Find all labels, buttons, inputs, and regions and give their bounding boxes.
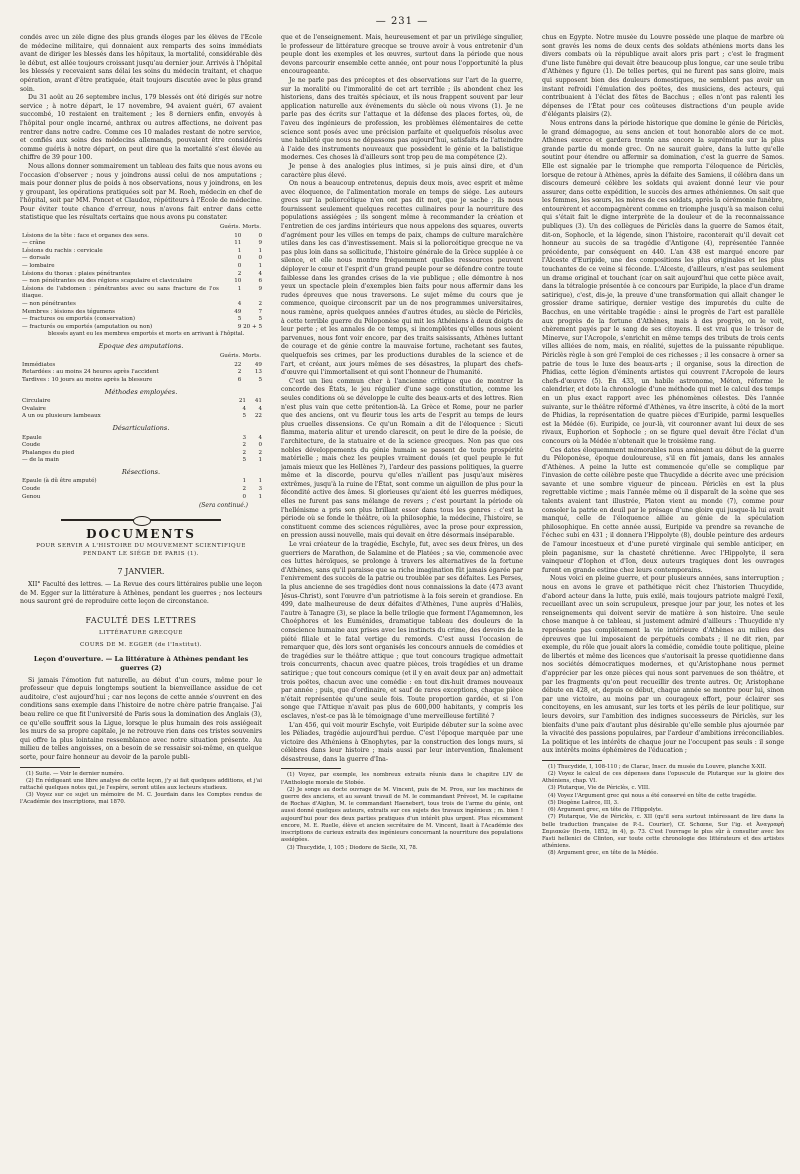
table-row xyxy=(20,435,262,443)
lecture-title: Leçon d'ouverture. — La littérature à Athènes pendant les guerres (2) xyxy=(33,655,249,673)
paragraph: Du 31 août au 26 septembre inclus, 179 blessés ont été dirigés sur notre service ; à notre départ, le 17 novembre, 94 avaient guéri, 67 avaient succombé, 10 restaient en traitement ; les 8 derniers enfin, envoyés à l'hôpital pour ongle incarné, anthrax ou autres affections, ne doivent pas rentrer dans notre cadre. Comme ces 10 malades restant de notre service, et confiés aux soins des médecins allemands, pouvaient être considérés comme guéris à notre départ, on peut dire que la mortalité s'est élevée au chiffre de 39 pour 100. xyxy=(20,94,262,162)
row-label: Retardées : au moins 24 heures après l'accident xyxy=(22,369,159,376)
course-teacher: COURS DE M. EGGER (de l'Institut). xyxy=(79,642,203,649)
footnote-rule xyxy=(542,760,602,761)
footnote: (2) Voyez le calcul de ces dépenses dans l'opuscule de Plutarque sur la gloire des Athéniens, chap. VI. xyxy=(542,771,784,785)
value-gueris: 5 xyxy=(237,316,242,323)
col-header-gueris: Guéris. xyxy=(219,224,241,231)
table-lesions xyxy=(20,223,262,331)
table-row xyxy=(20,286,262,301)
paragraph: L'an 456, qui voit mourir Eschyle, voit Euripide débuter sur la scène avec les Péliades, tragédie aujourd'hui perdue. C'est l'époque marquée par une victoire des Athéniens à Œnophytes, par la construction des longs murs, si célèbres dans leur histoire ; mais aussi par leur intervention, finalement désastreuse, dans la guerre d'Ina- xyxy=(281,721,523,763)
row-label: — non pénétrantes ou des régions scapulaire et claviculaire xyxy=(22,278,193,285)
paragraph: Je ne parle pas des préceptes et des observations sur l'art de la guerre, sur la moralité ou l'immoralité de cet art terrible ; ils abondent chez les historiens, dans des traités spéciaux, et ils nous frappent souvent par leur application naturelle aux événements du siècle où nous vivons (1). Je ne parle pas des écrits sur l'attaque et la défense des places fortes, où, de l'aveu des ingénieurs de profession, les problèmes élémentaires de cette science sont posés avec une précision parfaite et quelquefois résolus avec une habileté que nous ne dépassons pas aujourd'hui, satisfaits de l'atteindre à l'aide des instruments nouveaux que possèdent le génie et la balistique modernes. Ces choses là d'ailleurs sont trop peu de ma compétence (2). xyxy=(281,76,523,162)
table-row xyxy=(20,377,262,385)
value-morts: 4 xyxy=(258,270,262,277)
row-label: Lésions du thorax : plaies pénétrantes xyxy=(22,270,131,277)
table-row xyxy=(20,478,262,486)
paragraph: Si jamais l'émotion fut naturelle, au début d'un cours, même pour le professeur que depuis longtemps soutient la bienveillance assidue de cet auditoire, c'est aujourd'hui ; car nos leçons de cette année s'ouvrent en des conditions sans exemple dans l'histoire de notre chère patrie française. J'ai beau relire ce que fit l'université de Paris sous la domination des Anglais (3), ce qu'elle souffrit sous la Ligue, lorsque le plus humain des rois assiégeait les murs de sa propre capitale, je ne retrouve rien dans ces tristes souvenirs qui offre la plus lointaine ressemblance avec notre situation présente. Au milieu de telles angoisses, on a besoin de se ressaisir soi-même, en quelque sorte, pour faire honneur au devoir de la parole publi- xyxy=(20,676,262,761)
row-label: — non pénétrantes xyxy=(22,301,76,307)
value-gueris: 2 xyxy=(242,449,246,456)
table-row xyxy=(20,240,262,248)
column-1 xyxy=(20,34,262,1174)
table-note: blessés ayant eu les membres emportés et morts en arrivant à l'hôpital. xyxy=(48,331,245,338)
paragraph: Je pense à des analogies plus intimes, si je puis ainsi dire, et d'un caractère plus élevé. xyxy=(281,162,523,179)
footnotes xyxy=(542,764,784,858)
paragraph: On nous a beaucoup entretenus, depuis deux mois, avec esprit et même avec éloquence, de l'alimentation morale en temps de siége. Les auteurs grecs sur la poliorcétique n'en ont pas dit mot, que je sache ; ils nous fournissent seulement quelques recettes culinaires pour la nourriture des populations assiégées ; ils songent même à recommander la création et l'entretien de ces jardins intérieurs que nous appelons des squares, ouverts d'agrément pour les villes en temps de paix, champs de culture maraîchère utiles dans les cas d'investissement. Mais si la poliorcétique grecque ne va pas plus loin dans sa sollicitude, l'histoire générale de la Grèce supplée à ce silence, et elle nous montre fréquemment quelles ressources peuvent déployer le cœur et l'esprit d'un grand peuple pour se défendre contre toute faiblesse dans les grandes crises de la vie publique ; elle démontre à nos yeux un spectacle plein d'exemples bien faits pour nous affermir dans les rudes épreuves que nous traversons. Le sujet même du cours que je commence, quoique circonscrit par un de nos programmes universitaires, nous ramène, après quelques années d'autres études, au siècle de Périclès, à cette terrible guerre du Péloponèse qui mit les Athéniens à deux doigts de leur perte ; et les annales de ce temps, si incomplètes qu'elles nous soient parvenues, nous font voir encore, par des traits saisissants, Athènes luttant de courage et de génie contre la mauvaise fortune, rachetant ses fautes, quelquefois ses crimes, par les productions durables de la science et de l'art, et créant, aux jours mêmes de ses désastres, la plupart des chefs-d'œuvre qui l'immortalisent et qui sont l'honneur de l'humanité. xyxy=(281,180,523,377)
table-row xyxy=(20,233,262,241)
table-row xyxy=(20,457,262,465)
paragraph: Ces dates éloquemment mémorables nous amènent au début de la guerre du Péloponèse, époque douloureuse, s'il en fût jamais, dans les annales d'Athènes. A peine la lutte est commencée qu'elle se complique par l'invasion de cette célèbre peste que Thucydide a décrite avec une précision savante et une sombre vigueur de pinceau. Périclès en est la plus regrettable victime ; mais l'année même où il disparaît de la scène que ses talents avaient tant illustrée, Platon vient au monde (7), comme pour consoler la patrie en deuil par le présage d'une gloire qui jusque-là lui avait manqué, celle de l'éloquence alliée au génie de la spéculation philosophique. En cette année aussi, Euripide va prendre sa revanche de l'échec subi en 431 ; il donnera l'Hippolyte (8), double peinture des ardeurs de l'amour incestueux et d'une pureté virginale qui semble anticiper, en plein paganisme, sur la chasteté chrétienne. Avec l'Hippolyte, il sera vainqueur d'Iophon et d'Ion, deux auteurs tragiques dont les ouvrages furent en grande estime chez leurs contemporains. xyxy=(542,446,784,574)
table-row xyxy=(20,255,262,263)
row-label: A un ou plusieurs lambeaux xyxy=(22,413,101,420)
paragraph: Nous voici en pleine guerre, et pour plusieurs années, sans interruption ; nous en avons le grave et pathétique récit chez l'historien Thucydide, d'abord acteur dans la lutte, puis exilé, mais toujours patriote malgré l'exil, recueillant avec un soin scrupuleux, presque jour par jour, les notes et les renseignements qui doivent servir de matière à son histoire. Une seule chose manque à ce tableau, si justement admiré d'ailleurs : Thucydide n'y représente pas complètement la vie intérieure d'Athènes au milieu des épreuves que lui imposaient de perpétuels combats ; il ne dit rien, par exemple, du rôle que jouait alors la comédie, comédie toute politique, pleine de libertés et même des licences que s'autorisait la presse quotidienne dans nos sociétés démocratiques modernes, et qu'Aristophane nous permet d'apprécier par les onze pièces qui nous sont parvenues de son théâtre, et par les fragments qu'on peut recueillir des trente autres. Or, Aristophane débute en 428, et, depuis ce début, chaque année se montre pour lui, sinon par une victoire, au moins par un courageux effort, pour éclairer ses concitoyens, en les amusant, sur les torts et les périls de leur politique, sur leurs devoirs, sur l'ambition des indignes successeurs de Périclès, sur les bienfaits d'une paix d'autant plus désirable qu'elle semble plus ajournée par la vivacité des passions populaires, par l'ardeur d'ambitions irréconciliables. La politique et les intérêts de chaque jour ne l'occupent pas seuls : il songe aux intérêts moins éphémères de l'éducation ; xyxy=(542,575,784,755)
value-gueris: 11 xyxy=(234,240,242,247)
value-morts: 5 xyxy=(258,316,262,323)
value-morts: 20 + 5 xyxy=(243,323,262,330)
row-label: Lésions de l'abdomen : pénétrantes avec ou sans fracture de l'os iliaque. xyxy=(22,285,219,300)
footnote: (3) Plutarque, Vie de Périclès, c. VIII. xyxy=(548,785,650,792)
value-morts: 1 xyxy=(258,478,262,485)
value-morts: 49 xyxy=(254,361,262,368)
row-label: Coude xyxy=(22,442,41,449)
faculty-heading: FACULTÉ DES LETTRES xyxy=(85,615,197,625)
table-resections xyxy=(20,478,262,501)
row-label: Ovalaire xyxy=(22,405,46,412)
table-desarticulations xyxy=(20,435,262,465)
value-gueris: 3 xyxy=(242,434,246,441)
table-row xyxy=(20,248,262,256)
value-morts: 3 xyxy=(258,486,262,493)
table-row xyxy=(20,450,262,458)
value-morts: 4 xyxy=(258,405,262,412)
table-row xyxy=(20,406,262,414)
column-3 xyxy=(542,34,784,1174)
course-subject: LITTÉRATURE GRECQUE xyxy=(99,630,183,637)
value-gueris: 5 xyxy=(242,457,246,464)
columns xyxy=(20,34,784,1174)
table-methodes xyxy=(20,398,262,421)
value-morts: 4 xyxy=(258,434,262,441)
value-gueris: 2 xyxy=(237,270,242,277)
value-gueris: 1 xyxy=(237,285,242,292)
value-morts: 2 xyxy=(258,301,262,307)
value-morts: 2 xyxy=(258,449,262,456)
paragraph: Nous allons donner sommairement un tableau des faits que nous avons eu l'occasion d'observer ; nous y joindrons aussi celui de nos amputations ; mais pour donner plus de poids à nos observations, nous y joindrons, en les y groupant, les opérations pratiquées soit par M. Roeh, médecin en chef de l'hôpital, soit par MM. Poncet et Claudoz, répétiteurs à l'École de médecine. Pour éviter toute chance d'erreur, nous n'avons fait entrer dans cette statistique que les résultats certains que nous avons pu constater. xyxy=(20,162,262,222)
value-morts: 9 xyxy=(258,285,262,292)
value-gueris: 0 xyxy=(237,263,242,270)
table-row xyxy=(20,413,262,421)
value-morts: 5 xyxy=(258,376,262,383)
footnote: (1) Suite. — Voir le dernier numéro. xyxy=(26,770,124,777)
page-header xyxy=(20,14,784,34)
ornament-divider xyxy=(20,515,262,525)
value-morts: 13 xyxy=(254,369,262,376)
value-morts: 41 xyxy=(254,398,262,405)
value-morts: 6 xyxy=(258,278,262,285)
value-gueris: 6 xyxy=(237,376,242,383)
value-gueris: 4 xyxy=(237,301,242,307)
row-label: Tardives : 10 jours au moins après la blessure xyxy=(22,376,153,383)
row-label: Genou xyxy=(22,493,41,500)
row-label: Lésions du rachis : cervicale xyxy=(22,247,103,254)
footnotes xyxy=(20,771,262,807)
value-gueris: 9 xyxy=(237,323,242,330)
table-caption: Epoque des amputations. xyxy=(98,341,184,350)
footnote: (1) Thucydide, I, 108-110 ; de Clarac, Inscr. du musée du Louvre, planche X-XII. xyxy=(548,763,767,770)
table-row xyxy=(20,442,262,450)
paragraph: Le vrai créateur de la tragédie, Eschyle, fut, avec ses deux frères, un des guerriers de Marathon, de Salamine et de Platées ; sa vie, commencée avec ces luttes héroïques, se prolonge à travers les alternatives de la fortune d'Athènes, sans qu'il paraisse que sa riche imagination fût jamais égarée par l'enivrement des succès de la patrie ou troublée par ses défaites. Les Perses, la plus ancienne de ses tragédies dont nous connaissions la date (473 avant Jésus-Christ), sont l'œuvre d'un patriotisme à la fois serein et grandiose. En 499, date malheureuse de deux défaites d'Athènes, l'une auprès d'Haliès, l'autre à Tanagre (3), se place la belle trilogie que forment l'Agamemnon, les Choéphores et les Euménides, dramatique tableau des douleurs de la conscience humaine aux prises avec les instincts du crime, des devoirs de la piété filiale et le fatal vertige du remords. C'est aussi l'occasion de remarquer que, dès lors sont organisés les concours annuels de comédies et de tragédies sur le théâtre attique ; que tout concours tragique admettait trois concurrents, chacun avec quatre pièces, trois tragédies et un drame satirique ; que tout concours comique (et il y en avait deux par an) admettait trois poëtes, chacun avec une comédie : en tout dix-huit drames nouveaux par année ; puis, que d'ordinaire, et sauf de rares exceptions, chaque pièce n'était représentée qu'une seule fois. Toute proportion gardée, et si l'on songe que l'Attique n'avait pas plus de 600,000 habitants, y compris les esclaves, n'est-ce pas là le témoignage d'une merveilleuse fertilité ? xyxy=(281,541,523,720)
value-gueris: 4 xyxy=(242,405,246,412)
paragraph: C'est un lieu commun cher à l'ancienne critique que de montrer la concorde des États, le jeu régulier d'une sage constitution, comme les seules conditions où se développe le culte des beaux-arts et des lettres. Rien n'est plus vain que cette prétention-là. La Grèce et Rome, pour ne parler que des anciens, ont vu fleurir tous les arts de l'esprit au temps de leurs plus cruelles dissensions. Ce qu'un Romain a dit de l'éloquence : Sicuti flamma, materia alitur et urendo clarescit, on peut le dire de la poésie, de l'architecture, de la statuaire et de la science grecques. Non pas que ces nobles développements du génie humain se passent de toute prospérité matérielle ; mais chez les peuples vraiment doués (et quel peuple le fut jamais mieux que les Hellènes ?), l'ardeur des passions politiques, la guerre même et la discorde, pourvu qu'elles n'aillent pas jusqu'aux misères extrêmes, jusqu'à la ruine de l'État, sont comme un aiguillon de plus pour la fécondité active des âmes. Si glorieuses qu'aient été les guerres médiques, elles ne furent pas sans mélange de revers ; c'est pourtant la période où l'hellénisme a pris son plus brillant essor dans tous les genres : c'est la période où se fonde le théâtre, où la philosophie, la médecine, l'histoire, se constituent comme des sciences régulières, avec la prose pour expression, en pression aussi nouvelle, mais qui devait en être désormais inséparable. xyxy=(281,377,523,540)
value-morts: 1 xyxy=(258,457,262,464)
table-caption: Résections. xyxy=(121,467,161,476)
footnote: (1) Voyez, par exemple, les nombreux extraits réunis dans le chapitre LIV de l'Anthologie morale de Stobée. xyxy=(281,772,523,786)
paragraph: Nous entrons dans la période historique que domine le génie de Périclès, le grand démagogue, au sens ancien et tout honorable alors de ce mot. Athènes exerce et gardera trente ans encore la suprématie sur la plus grande partie du monde grec. On ne saurait guère, dans la lutte qu'elle soutint pour étendre ou affermir sa domination, c'est la guerre de Samos. Elle est signalée par le triomphe que remporta l'éloquence de Périclès, lorsque de retour à Athènes, après la défaite des Samiens, il célébra dans un discours demeuré célèbre les soldats qui avaient donné leur vie pour assurer, dans cette expédition, le succès des armes athéniennes. On sait que les femmes, les sœurs, les mères de ces soldats, après la cérémonie funèbre, entourèrent et accompagnèrent comme en triomphe jusqu'à sa maison celui qui s'était fait le digne interprète de la douleur et de la reconnaissance publiques (3). Un des collègues de Périclès dans la guerre de Samos était, dit-on, Sophocle, et la légende, sinon l'histoire, raconterait qu'il devait cet honneur au succès de sa tragédie d'Antigone (4), représentée l'année précédente, par conséquent en 440. L'an 438 est marqué encore par l'Alceste d'Euripide, une des compositions les plus originales et les plus touchantes de ce veine si féconde. L'Alceste, d'ailleurs, n'est pas seulement un drame original et touchant (car on sait aujourd'hui que cette pièce avait, dans la tétralogie présentée à ce concours par Euripide, la place d'un drame satirique), c'est, dis-je, la preuve d'une transformation qui allait changer le grossier drame satirique, dernier vestige des impuretés du culte de Bacchus, en une véritable tragédie : ainsi le progrès de l'art est parallèle aux progrès de la fortune d'Athènes, mais à des progrès, on le voit, chèrement payés par le sang de ses citoyens. Il est vrai que le trésor de Minerve, sur l'Acropole, s'enrichit en même temps des tributs de trois cents villes alliées de nom, mais, en réalité, sujettes de la puissante république. Périclès règle à son gré l'emploi de ces richesses ; il les consacre à orner sa patrie de tous le luxe des beaux-arts ; il organise, sous la direction de Phidias, cette légion d'éminents artistes qui couvrent l'Acropole de leurs chefs-d'œuvre (5). En 433, un habile astronome, Méton, réforme le calendrier, et dote la chronologie d'une méthode qui met le calcul des temps en un plus exact rapport avec les phénomènes célestes. Dès l'année suivante, sur le théâtre réformé d'Athènes, va être inscrite, à côté de la mort de Phidias, la représentation de quatre pièces d'Euripide, parmi lesquelles est la Médée (6). Euripide, ce jour-là, vit couronner avant lui deux de ses rivaux, Euphorion et Sophocle ; on se figure quel devait être l'éclat d'un concours où la Médée n'obtenait que le troisième rang. xyxy=(542,119,784,445)
footnote-rule xyxy=(20,767,80,768)
footnote: (8) Argument grec, en tête de la Médée. xyxy=(548,850,659,857)
table-row xyxy=(20,398,262,406)
footnote: (3) Voyez sur ce sujet un mémoire de M. C. Jourdain dans les Comptes rendus de l'Académie des inscriptions, mai 1870. xyxy=(20,792,262,806)
value-gueris: 2 xyxy=(242,486,246,493)
value-gueris: 2 xyxy=(237,369,242,376)
row-label: Phalanges du pied xyxy=(22,449,75,456)
value-morts: 0 xyxy=(258,255,262,262)
footnote: (3) Thucydide, I, 105 ; Diodore de Sicile, XI, 78. xyxy=(287,844,418,851)
paragraph: chus en Égypte. Notre musée du Louvre possède une plaque de marbre où sont gravés les noms de deux cents des soldats athéniens morts dans les divers combats où la république avait alors pris part ; c'est le fragment d'une liste funèbre qui devait être beaucoup plus longue, car une seule tribu d'Athènes y figure (1). De telles pertes, qui ne furent pas sans gloire, mais qui supposent bien des douleurs domestiques, ne semblent pas avoir un instant refroidi l'émulation des poëtes, des musiciens, des acteurs, qui contribuaient à l'éclat des fêtes de Bacchus ; elles n'ont pas ralenti les dépenses de l'État pour ces coûteuses distractions d'un peuple avide d'élégants plaisirs (2). xyxy=(542,34,784,119)
row-label: — de la main xyxy=(22,457,59,464)
table-row xyxy=(20,263,262,271)
row-label: Membres : lésions des tégumens xyxy=(22,308,115,315)
value-gueris: 0 xyxy=(237,255,242,262)
value-gueris: 10 xyxy=(234,278,242,285)
section-subtitle: POUR SERVIR A L'HISTOIRE DU MOUVEMENT SCIENTIFIQUE PENDANT LE SIÉGE DE PARIS (1). xyxy=(36,543,246,558)
value-morts: 1 xyxy=(258,263,262,270)
col-header-morts: Morts. xyxy=(242,224,261,231)
value-gueris: 22 xyxy=(234,361,242,368)
row-label: — fractures ou emportés (conservation) xyxy=(22,316,136,323)
page-number: — 231 — xyxy=(375,16,429,27)
table-caption: Désarticulations. xyxy=(112,423,170,432)
footnote: (6) Argument grec, en tête de l'Hippolyte. xyxy=(548,807,663,814)
table-row xyxy=(20,369,262,377)
row-label: Lésions de la tête : face et organes des sens. xyxy=(22,232,149,239)
table-row xyxy=(20,301,262,309)
value-gueris: 2 xyxy=(242,442,246,449)
paragraph: que et de l'enseignement. Mais, heureusement et par un privilége singulier, le professeur de littérature grecque se trouve avoir à vous entretenir d'un peuple dont les exemples et les œuvres, surtout dans la période que nous devons parcourir ensemble cette année, ont pour nous l'opportunité la plus encourageante. xyxy=(281,34,523,76)
column-2 xyxy=(281,34,523,1174)
paragraph: XII° Faculté des lettres. — La Revue des cours littéraires publie une leçon de M. Egger sur la littérature à Athènes, pendant les guerres ; nos lecteurs nous sauront gré de reproduire cette leçon de circonstance. xyxy=(20,581,262,606)
value-gueris: 1 xyxy=(237,247,242,254)
value-gueris: 10 xyxy=(234,232,242,239)
value-gueris: 0 xyxy=(242,493,246,500)
table-row xyxy=(20,494,262,502)
value-gueris: 5 xyxy=(242,413,246,420)
section-title-documents: DOCUMENTS xyxy=(86,526,196,541)
value-morts: 1 xyxy=(258,247,262,254)
value-morts: 1 xyxy=(258,493,262,500)
row-label: Epaule (à dû être amputé) xyxy=(22,478,97,485)
footnotes xyxy=(281,772,523,851)
table-row xyxy=(20,316,262,324)
value-morts: 9 xyxy=(258,240,262,247)
row-label: Immédiates xyxy=(22,361,56,368)
row-label: Epaule xyxy=(22,434,42,441)
table-epoque xyxy=(20,352,262,384)
value-morts: 22 xyxy=(254,413,262,420)
footnote-rule xyxy=(281,768,341,769)
footnote: (2) Je songe au docte ouvrage de M. Vincent, puis de M. Prou, sur les machines de guerre des anciens, et au savant travail de M. le commandant Prévost, M. le capitaine de Rochas d'Aiglun, M. le commandant Haenebert, tous trois de l'arme du génie, ont aussi donné quelques auteurs, extraits sur ces sujets des travaux ingénieux ; m. bien ! aujourd'hui pour des deux parties pratiques d'un intérêt plus urgent. Plus récemment encore, M. E. Ruelle, élève et ancien secrétaire de M. Vincent, lisait à l'Académie des inscriptions de curieux extraits des ingénieurs concernant la nourriture des populations assiégées. xyxy=(281,786,523,844)
row-label: Circulaire xyxy=(22,398,51,405)
value-gueris: 21 xyxy=(238,398,246,405)
value-gueris: 1 xyxy=(242,478,246,485)
row-label: — dorsale xyxy=(22,255,51,262)
paragraph: condés avec un zèle digne des plus grands éloges par les élèves de l'École de médecine militaire, qui donnaient aux remparts des soins immédiats avant de diriger les blessés dans les hôpitaux, la mortalité, considérable dès le début, est allée toujours croissant jusqu'au dernier jour. Arrivés à l'hôpital les blessés y recevaient sans délai les soins du médecin traitant, et chaque opération, avant d'être pratiquée, était toujours discutée avec le plus grand soin. xyxy=(20,34,262,93)
continued-note: (Sera continué.) xyxy=(198,502,248,510)
row-label: Coude xyxy=(22,486,41,493)
col-header-gueris: Guéris. xyxy=(219,353,241,360)
row-label: — lombaire xyxy=(22,263,55,270)
value-gueris: 49 xyxy=(234,308,242,315)
date-heading: 7 JANVIER. xyxy=(117,567,165,577)
row-label: — fracturés ou emportés (amputation ou non) xyxy=(22,323,153,330)
col-header-morts: Morts. xyxy=(242,353,261,360)
footnote: (4) Voyez l'Argument grec qui nous a été conservé en tête de cette tragédie. xyxy=(548,792,757,799)
footnote: (2) En rédigeant une libre analyse de cette leçon, j'y ai fait quelques additions, et j'ai rattaché quelques notes qui, je l'espère, seront utiles aux lecteurs studieux. xyxy=(20,777,262,791)
value-morts: 7 xyxy=(258,308,262,315)
footnote: (7) Plutarque, Vie de Périclès, c. XII (qu'il sera surtout intéressant de lire dans la belle traduction française de P.-L. Courier), Cf. Schœne, Sur l'ig. et Ἀναγραφὴ Σαμιακῶν (In-rin, 1852, in 4), p. 73. C'est l'ouvrage le plus sûr à consulter avec les Fasti hellenici de Clinton, sur toute cette chronologie des littérateurs et des artistes athéniens. xyxy=(542,814,784,850)
row-label: — crâne xyxy=(22,240,46,247)
table-row xyxy=(20,278,262,286)
table-caption: Méthodes employées. xyxy=(104,387,178,396)
footnote: (5) Diogène Laërce, III, 3. xyxy=(548,799,619,806)
value-morts: 0 xyxy=(258,232,262,239)
value-morts: 0 xyxy=(258,442,262,449)
table-row xyxy=(20,486,262,494)
